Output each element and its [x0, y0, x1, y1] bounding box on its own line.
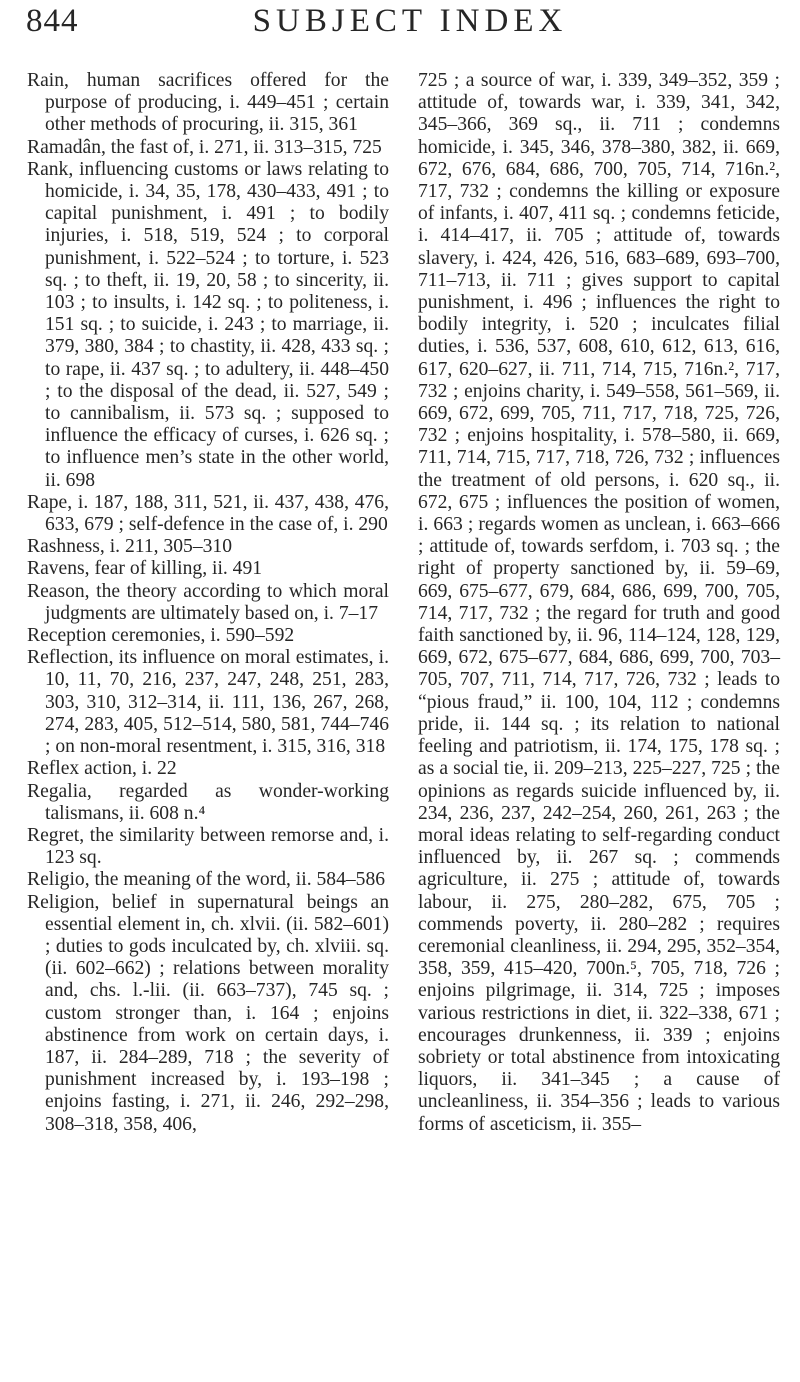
- index-entry-rashness: Rashness, i. 211, 305–310: [27, 536, 233, 558]
- index-entry-ramadan: Ramadân, the fast of, i. 271, ii. 313–315, 725: [27, 136, 382, 158]
- index-entry-reflection: Reflection, its influence on moral estimates, i. 10, 11, 70, 216, 237, 247, 248, 251, 283, 303, 310, 312–314, ii. 111, 136, 267, 268, 274, 283, 405, 512–514, 580, 581, 744–746 ; on non-moral resentment, i. 315, 316, 318: [27, 647, 389, 758]
- index-entry-rain: Rain, human sacrifices offered for the purpose of producing, i. 449–451 ; certain other methods of procuring, ii. 315, 361: [27, 70, 389, 136]
- running-title: SUBJECT INDEX: [252, 3, 568, 39]
- index-entry-reason: Reason, the theory according to which moral judgments are ultimately based on, i. 7–17: [27, 580, 389, 624]
- page-number: 844: [26, 3, 79, 39]
- index-entry-religion-continued: 725 ; a source of war, i. 339, 349–352, 359 ; attitude of, towards war, i. 339, 341, 342, 345–366, 369 sq., ii. 711 ; condemns homicide, i. 345, 346, 378–380, 382, ii. 669, 672, 676, 684, 686, 700, 705, 714, 716n.², 717, 732 ; condemns the killing or exposure of infants, i. 407, 411 sq. ; condemns feticide, i. 414–417, ii. 705 ; attitude of, towards slavery, i. 424, 426, 516, 683–689, 693–700, 711–713, ii. 711 ; gives support to capital punishment, i. 496 ; influences the right to bodily integrity, i. 520 ; inculcates filial duties, i. 536, 537, 608, 610, 612, 613, 616, 617, 620–627, ii. 711, 714, 715, 716n.², 717, 732 ; enjoins charity, i. 549–558, 561–569, ii. 669, 672, 699, 705, 711, 717, 718, 725, 726, 732 ; enjoins hospitality, i. 578–580, ii. 669, 711, 714, 715, 717, 718, 726, 732 ; influences the treatment of old persons, i. 620 sq., ii. 672, 675 ; influences the position of women, i. 663 ; regards women as unclean, i. 663–666 ; attitude of, towards serfdom, i. 703 sq. ; the right of property sanctioned by, ii. 59–69, 669, 675–677, 679, 684, 686, 699, 700, 705, 714, 717, 732 ; the regard for truth and good faith sanctioned by, ii. 96, 114–124, 128, 129, 669, 672, 675–677, 684, 686, 699, 700, 703–705, 707, 711, 714, 717, 726, 732 ; leads to “pious fraud,” ii. 100, 104, 112 ; condemns pride, ii. 144 sq. ; its relation to national feeling and patriotism, ii. 174, 175, 178 sq. ; as a social tie, ii. 209–213, 225–227, 725 ; the opinions as regards suicide influenced by, ii. 234, 236, 237, 242–254, 260, 261, 263 ; the moral ideas relating to self-regarding conduct influenced by, ii. 267 sq. ; commends agriculture, ii. 275 ; attitude of, towards labour, ii. 275, 280–282, 675, 705 ; commends poverty, ii. 280–282 ; requires ceremonial cleanliness, ii. 294, 295, 352–354, 358, 359, 415–420, 700n.⁵, 705, 718, 726 ; enjoins pilgrimage, ii. 314, 725 ; imposes various restrictions in diet, ii. 322–338, 671 ; encourages drunkenness, ii. 339 ; enjoins sobriety or total abstinence from intoxicating liquors, ii. 341–345 ; a cause of uncleanliness, ii. 354–356 ; leads to various forms of asceticism, ii. 355–: [418, 70, 780, 1135]
- left-column: [27, 70, 389, 1136]
- index-entry-regret: Regret, the similarity between remorse and, i. 123 sq.: [27, 824, 389, 869]
- page-header: [0, 0, 800, 50]
- index-entry-reception-ceremonies: Reception ceremonies, i. 590–592: [27, 625, 295, 647]
- right-column: [418, 70, 780, 1136]
- index-entry-ravens: Ravens, fear of killing, ii. 491: [27, 558, 263, 580]
- index-entry-rape: Rape, i. 187, 188, 311, 521, ii. 437, 438, 476, 633, 679 ; self-defence in the case of, i. 290: [27, 491, 389, 536]
- index-entry-religio: Religio, the meaning of the word, ii. 584–586: [27, 869, 386, 891]
- index-entry-reflex-action: Reflex action, i. 22: [27, 758, 177, 780]
- index-entry-regalia: Regalia, regarded as wonder-working talismans, ii. 608 n.⁴: [27, 780, 389, 824]
- index-entry-religion: Religion, belief in supernatural beings an essential element in, ch. xlvii. (ii. 582–601) ; duties to gods inculcated by, ch. xlviii. sq. (ii. 602–662) ; relations between morality and, chs. l.-lii. (ii. 663–737), 745 sq. ; custom stronger than, i. 164 ; enjoins abstinence from work on certain days, i. 187, ii. 284–289, 718 ; the severity of punishment increased by, i. 193–198 ; enjoins fasting, i. 271, ii. 246, 292–298, 308–318, 358, 406,: [27, 891, 389, 1135]
- index-entry-rank: Rank, influencing customs or laws relating to homicide, i. 34, 35, 178, 430–433, 491 ; to capital punishment, i. 491 ; to bodily injuries, i. 518, 519, 524 ; to corporal punishment, i. 522–524 ; to torture, i. 523 sq. ; to theft, ii. 19, 20, 58 ; to sincerity, ii. 103 ; to insults, i. 142 sq. ; to politeness, i. 151 sq. ; to suicide, i. 243 ; to marriage, ii. 379, 380, 384 ; to chastity, ii. 428, 433 sq. ; to rape, ii. 437 sq. ; to adultery, ii. 448–450 ; to the disposal of the dead, ii. 527, 549 ; to cannibalism, ii. 573 sq. ; supposed to influence the efficacy of curses, i. 626 sq. ; to influence men’s state in the other world, ii. 698: [27, 158, 389, 491]
